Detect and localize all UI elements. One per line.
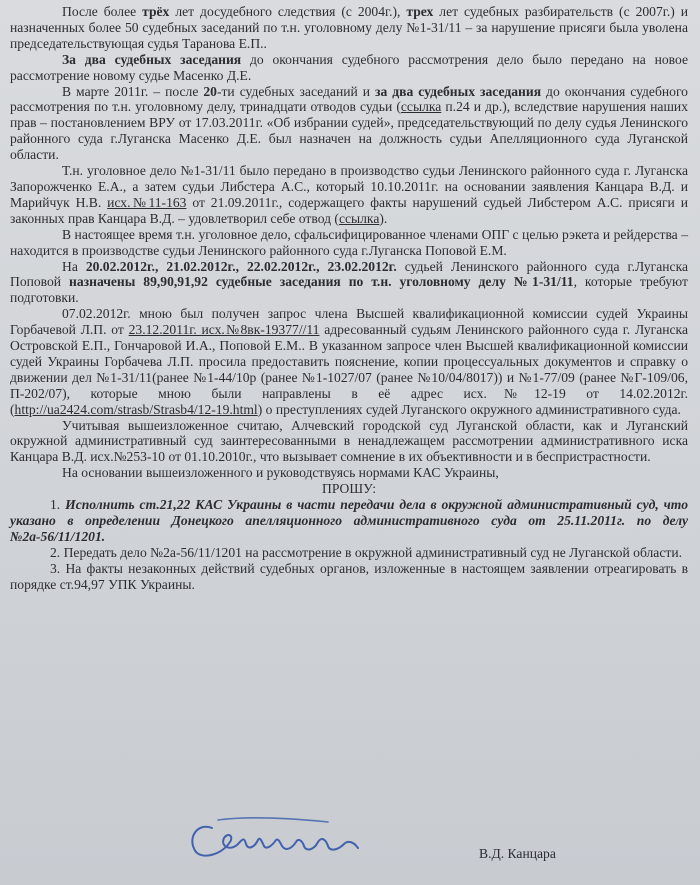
text-segment: 1. <box>50 497 66 513</box>
text-segment: от 21.09.2011г., содержащего факты нарушений судьей Либстером А.С. присяги и законных прав Канцара В.Д. – удовлетворил себе отвод ( <box>10 194 688 226</box>
text-segment: до окончания судебного рассмотрения по т.н. уголовному делу, тринадцати отводов судьи ( <box>10 83 688 115</box>
paragraph <box>10 52 688 84</box>
paragraph <box>10 306 688 417</box>
paragraph <box>10 418 688 466</box>
paragraph <box>10 4 688 52</box>
reference-link[interactable]: исх.№11-163 <box>107 194 187 210</box>
text-segment: 20.02.2012г., 21.02.2012г., 22.02.2012г., 23.02.2012г. <box>85 258 397 274</box>
reference-link[interactable]: ссылка <box>400 99 442 115</box>
paragraph <box>10 497 688 545</box>
text-segment: за два судебных заседания <box>375 83 542 99</box>
text-segment: адресованный судьям Ленинского районного суда г. Луганска Островской Е.П., Гончаровой И.А., Поповой Е.М.. В указанном запросе член Высшей квалификационной комиссии судей Украины Горбачева Л.П. просила предоставить пояснение, копии процессуальных документов и справку о движении дел №1-31/11(ранее №1-44/10р (ранее №1-1027/07 (ранее №10/04/8017)) и №1-77/09 (ранее №Г-109/06, П-202/07), которые мною были направлены в её адрес исх.№12-19 от 14.02.2012г. ( <box>10 322 688 417</box>
text-segment: лет досудебного следствия (с 2004г.), <box>169 4 407 19</box>
text-segment: лет судебных разбирательств (с 2007г.) и назначенных более 50 судебных заседаний по т.н. уголовному делу №1-31/11 – за нарушение присяги была уволена председательствующая судья Таранова Е.П.. <box>10 4 688 51</box>
text-segment: Исполнить ст.21,22 КАС Украины в части передачи дела в окружной административный суд, что указано в определении Донецкого апелляционного административного суда от 25.11.2011г. по делу №2а-56/11/1201. <box>10 497 688 544</box>
text-segment: В настоящее время т.н. уголовное дело, сфальсифицированное членами ОПГ с целью рэкета и рейдерства – находится в производстве судьи Ленинского районного суда г.Луганска Поповой Е.М. <box>10 226 688 258</box>
paragraph <box>10 465 688 481</box>
text-segment: судьей Ленинского районного суда г.Луганска Поповой <box>10 258 689 290</box>
text-segment: , которые требуют подготовки. <box>10 274 688 306</box>
text-segment: В марте 2011г. – после <box>62 83 204 99</box>
text-segment: На <box>62 258 86 274</box>
paragraph <box>10 259 688 307</box>
reference-link[interactable]: 23.12.2011г. исх.№8вк-19377//11 <box>128 322 320 338</box>
paragraph <box>10 163 688 227</box>
paragraph <box>10 545 688 561</box>
signature-icon <box>178 808 378 868</box>
document-body <box>10 4 688 593</box>
text-segment: За два судебных заседания <box>62 51 242 67</box>
text-segment: -ти судебных заседаний и <box>216 83 376 99</box>
text-segment: трех <box>406 4 434 19</box>
paragraphs <box>10 4 688 481</box>
text-segment: После более <box>62 4 143 19</box>
text-segment: Т.н. уголовное дело №1-31/11 было передано в производство судьи Ленинского районного суда г. Луганска Запорожченко Е.А., а затем судьи Либстера А.С., который 10.10.2011г. на основании заявления Канцара В.Д. и Марийчук Н.В. <box>10 163 688 210</box>
text-segment: 07.02.2012г. мною был получен запрос члена Высшей квалификационной комиссии судей Украины Горбачевой Л.П. от <box>10 306 688 338</box>
request-heading: ПРОШУ: <box>322 481 376 497</box>
text-segment: до окончания судебного рассмотрения дело было передано на новое рассмотрение новому судье Масенко Д.Е. <box>10 51 688 83</box>
text-segment: 3. На факты незаконных действий судебных органов, изложенные в настоящем заявлении отреагировать в порядке ст.94,97 УПК Украины. <box>10 560 688 592</box>
reference-link[interactable]: http://ua2424.com/strasb/Strasb4/12-19.html <box>14 401 258 417</box>
paragraph <box>10 561 688 593</box>
paragraph <box>10 84 688 164</box>
request-items <box>10 497 688 592</box>
reference-link[interactable]: ссылка <box>338 210 380 226</box>
text-segment: 20 <box>203 83 217 99</box>
text-segment: Учитывая вышеизложенное считаю, Алчевский городской суд Луганской области, как и Луганский окружной административный суд заинтересованными в ненадлежащем рассмотрении административного иска Канцара В.Д. исх.№253-10 от 01.10.2010г., что вызывает сомнение в их объективности и в беспристрастности. <box>10 417 688 465</box>
text-segment: ). <box>379 210 388 226</box>
text-segment: назначены 89,90,91,92 судебные заседания по т.н. уголовному делу №1-31/11 <box>69 274 574 290</box>
signer-name: В.Д. Канцара <box>479 846 556 861</box>
paragraph <box>10 227 688 259</box>
text-segment: п.24 и др.), вследствие нарушения наших прав – постановлением ВРУ от 17.03.2011г. «Об избрании судей», председательствующий по делу судья Ленинского районного суда г.Луганска Масенко Д.Е. был назначен на должность судьи Апелляционного суда Луганской области. <box>10 99 688 163</box>
text-segment: На основании вышеизложенного и руководствуясь нормами КАС Украины, <box>62 465 499 481</box>
text-segment: трёх <box>142 4 170 19</box>
text-segment: ) о преступлениях судей Луганского окружного административного суда. <box>257 401 681 417</box>
text-segment: 2. Передать дело №2а-56/11/1201 на рассмотрение в окружной административный суд не Луганской области. <box>50 544 682 560</box>
